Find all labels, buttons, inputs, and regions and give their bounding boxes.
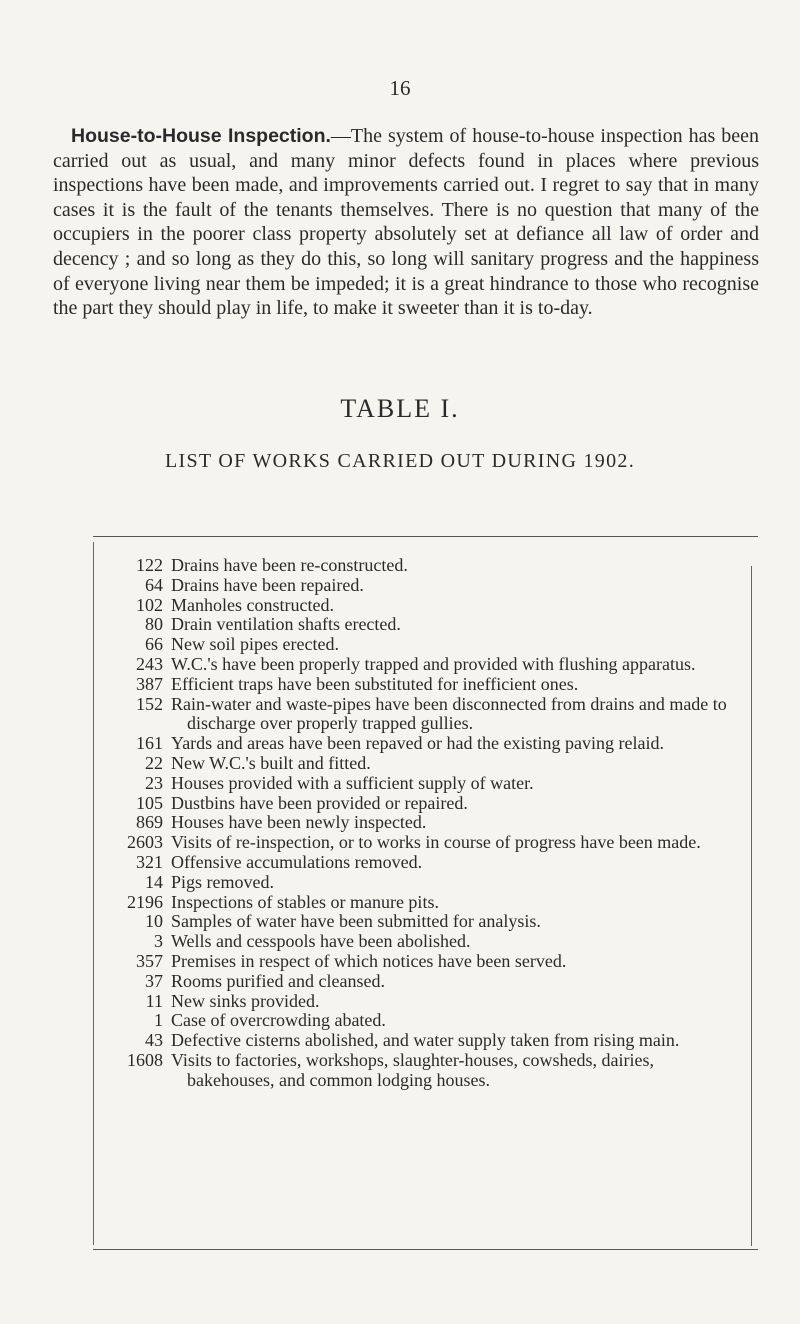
row-description: Yards and areas have been repaved or had the existing paving relaid. [171,733,664,754]
intro-paragraph [53,124,759,321]
row-count: 321 [136,851,163,872]
row-count: 1608 [127,1049,163,1070]
row-description: Samples of water have been submitted for analysis. [171,911,541,932]
table-row [93,774,753,794]
table-row [93,754,753,774]
row-description: Houses have been newly inspected. [171,812,427,833]
row-description: New sinks provided. [171,990,320,1011]
row-count: 869 [136,812,163,833]
row-description: Pigs removed. [171,871,274,892]
row-count: 3 [154,931,163,952]
row-count: 122 [136,555,163,575]
table-row [93,635,753,655]
row-count: 10 [145,911,163,932]
row-count: 11 [145,990,163,1011]
row-count: 64 [145,574,163,595]
table-row [93,1011,753,1031]
page-number: 16 [389,76,411,100]
table-row [93,695,753,735]
section-heading: House-to-House Inspection. [71,125,331,147]
row-description: Efficient traps have been substituted for inefficient ones. [171,673,579,694]
intro-text: —The system of house-to-house inspection has been carried out as usual, and many minor defects found in places where previous inspections have been made, and improvements carried out. I regret to say that in many cases it is the fault of the tenants themselves. There is no question that many of the occupiers in the poorer class property absolutely set at defiance all law of order and decency ; and so long as they do this, so long will sanitary progress and the happiness of everyone living near them be impeded; it is a great hindrance to those who recognise the part they should play in life, to make it sweeter than it is to-day. [53,125,759,320]
row-description: Drain ventilation shafts erected. [171,614,401,635]
row-count: 357 [136,950,163,971]
table-row [93,1031,753,1051]
row-count: 2196 [127,891,163,912]
table-title: TABLE I. [340,394,460,423]
table-year: 1902. [583,450,635,472]
table-row [93,833,753,853]
table-row [93,655,753,675]
row-count: 102 [136,594,163,615]
row-count: 43 [145,1030,163,1051]
table-row [93,615,753,635]
row-count: 23 [145,772,163,793]
table-subtitle [0,450,800,473]
table-row [93,734,753,754]
row-description: Houses provided with a sufficient supply of water. [171,772,534,793]
row-count: 243 [136,653,163,674]
table-row [93,576,753,596]
table-row [93,992,753,1012]
row-count: 14 [145,871,163,892]
table-row [93,893,753,913]
row-count: 22 [145,752,163,773]
table-row [93,932,753,952]
table-row [93,813,753,833]
row-description: Manholes constructed. [171,594,334,615]
row-description: Offensive accumulations removed. [171,851,423,872]
row-count: 2603 [127,832,163,853]
works-list [93,556,753,1091]
row-description: Defective cisterns abolished, and water supply taken from rising main. [171,1030,680,1051]
row-description: Rooms purified and cleansed. [171,970,385,991]
row-description: Inspections of stables or manure pits. [171,891,439,912]
row-count: 37 [145,970,163,991]
row-description: New W.C.'s built and fitted. [171,752,371,773]
table-subtitle-text: LIST OF WORKS CARRIED OUT DURING [165,450,578,472]
row-description: Visits of re-inspection, or to works in course of progress have been made. [171,832,701,853]
row-count: 80 [145,614,163,635]
table-row [93,675,753,695]
table-row [93,596,753,616]
table-row [93,873,753,893]
row-description: Wells and cesspools have been abolished. [171,931,471,952]
row-description: W.C.'s have been properly trapped and provided with flushing apparatus. [171,653,696,674]
row-count: 387 [136,673,163,694]
table-row [93,912,753,932]
row-description: Dustbins have been provided or repaired. [171,792,468,813]
row-description: Drains have been repaired. [171,574,364,595]
row-description: Premises in respect of which notices have been served. [171,950,567,971]
row-description: New soil pipes erected. [171,634,339,655]
row-count: 161 [136,733,163,754]
row-count: 66 [145,634,163,655]
table-row [93,1051,753,1091]
table-row [93,853,753,873]
row-count: 152 [136,693,163,714]
row-description: Drains have been re-constructed. [171,555,408,575]
table-row [93,556,753,576]
table-row [93,952,753,972]
row-description: Visits to factories, workshops, slaughter-houses, cowsheds, dairies, bakehouses, and common lodging houses. [171,1049,654,1090]
row-description: Rain-water and waste-pipes have been disconnected from drains and made to discharge over properly trapped gullies. [171,693,727,734]
row-description: Case of overcrowding abated. [171,1010,386,1031]
table-row [93,794,753,814]
row-count: 105 [136,792,163,813]
table-row [93,972,753,992]
row-count: 1 [154,1010,163,1031]
